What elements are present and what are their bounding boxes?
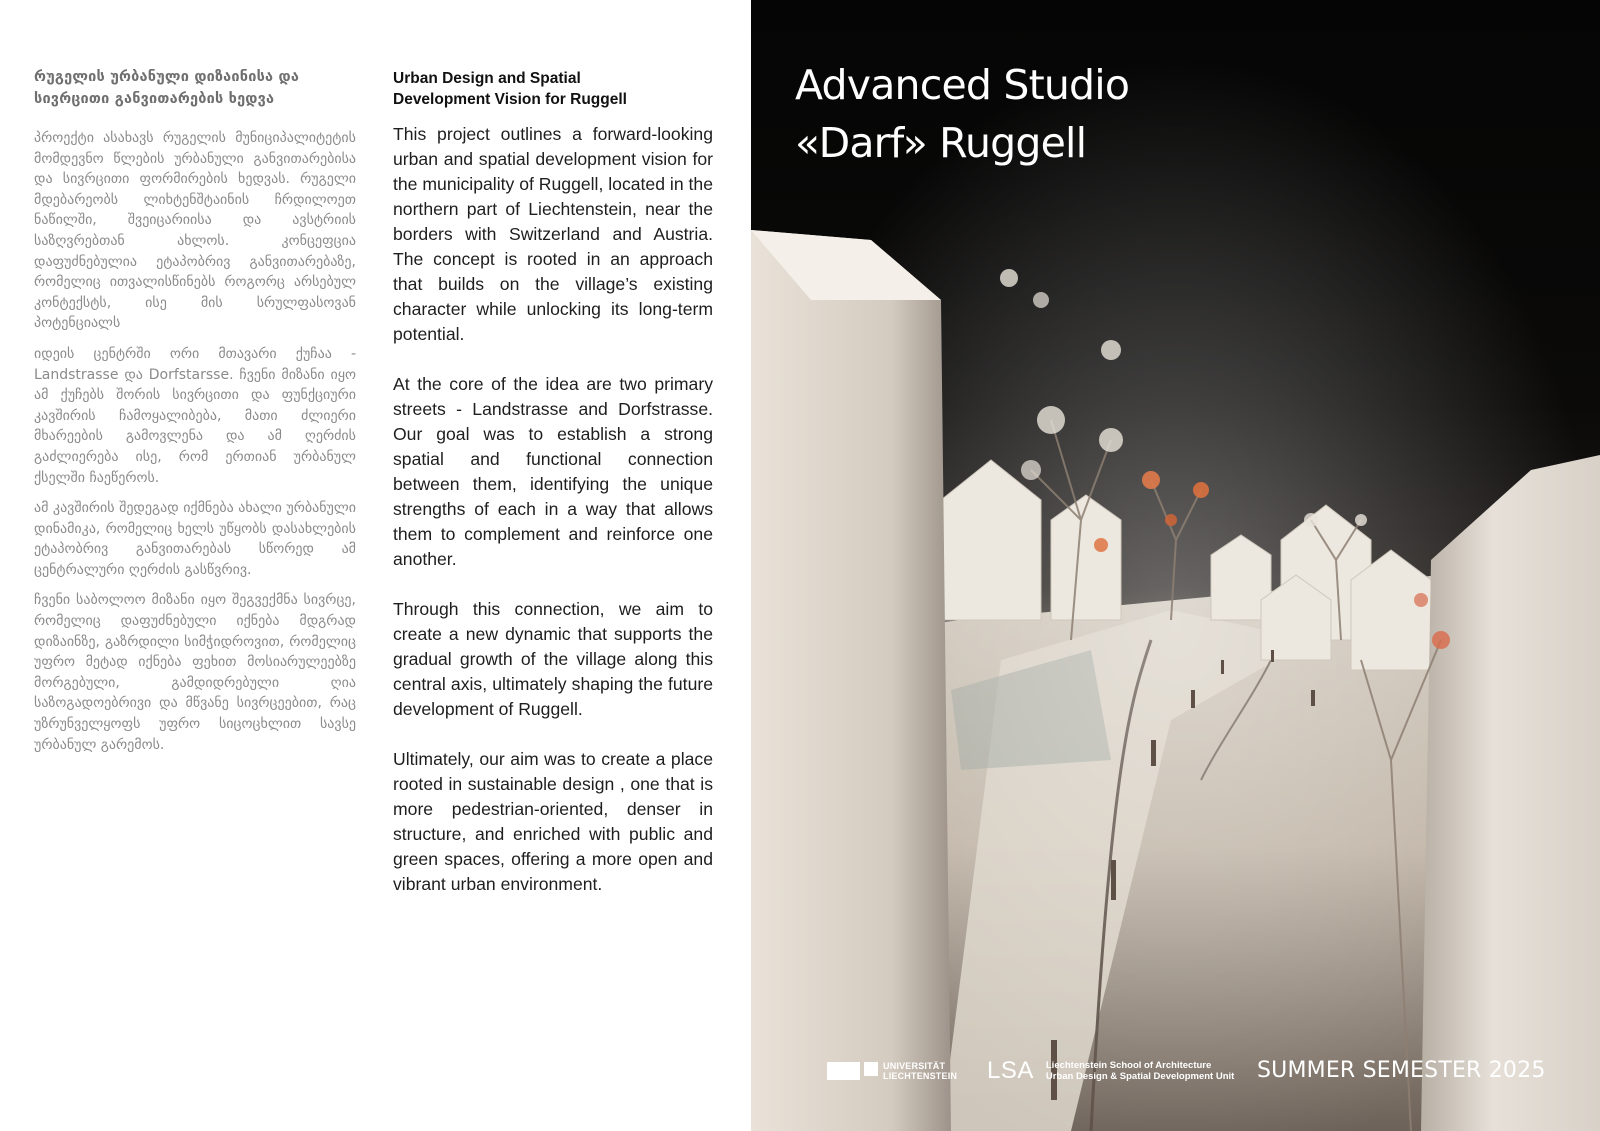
georgian-paragraph: პროექტი ასახავს რუგელის მუნიციპალიტეტის მომდევნო წლების ურბანული განვითარებისა და სივრცითი ფორმირების ხედვას. რუგელი მდებარეობს ლიხტენშტაინის ჩრდილოეთ ნაწილში, შვეიცარიისა და ავსტრიის საზღვრებთან ახლოს. კონცეფცია დაფუძნებულია ეტაპობრივ განვითარებაზე, რომელიც ითვალისწინებს როგორც არსებულ კონტექსტს, ისე მის სრულფასოვან პოტენციალს [34,130,356,332]
semester-label: SUMMER SEMESTER 2025 [1257,1058,1546,1083]
lsa-mark: LSA [987,1057,1034,1084]
english-heading-line: Urban Design and Spatial [393,70,581,87]
university-logo-mark [864,1062,878,1076]
university-name-line: LIECHTENSTEIN [883,1071,958,1081]
english-heading [393,68,713,110]
university-name-line: UNIVERSITÄT [883,1061,946,1071]
georgian-paragraph: ჩვენი საბოლოო მიზანი იყო შეგვექმნა სივრცე, რომელიც დაფუძნებული იქნება მდგრად დიზაინზე, გაზრდილი სიმჭიდროვით, რომელიც უფრო მეტად იქნება ფეხით მოსიარულეებზე მორგებული, გამდიდრებული ღია საზოგადოებრივი და მწვანე სივრცეებით, რაც უზრუნველყოფს უფრო სიცოცხლით სავსე ურბანულ გარემოს. [34,592,356,753]
georgian-heading: რუგელის ურბანული დიზაინისა და სივრცითი განვითარების ხედვა [34,69,300,107]
english-paragraph: Through this connection, we aim to create a new dynamic that supports the gradual growth of the village along this central axis, ultimately shaping the future development of Ruggell. [393,599,713,719]
english-text-column [393,68,713,922]
georgian-paragraph: ამ კავშირის შედეგად იქმნება ახალი ურბანული დინამიკა, რომელიც ხელს უწყობს დასახლების ეტაპობრივ განვითარებას სწორედ ამ ცენტრალური ღერძის გასწვრივ. [34,500,356,578]
lsa-logo [987,1056,1234,1086]
cover-title [795,56,1129,172]
georgian-paragraph: იდეის ცენტრში ორი მთავარი ქუჩაა - Landstrasse და Dorfstarsse. ჩვენი მიზანი იყო ამ ქუჩებს შორის სივრცითი და ფუნქციური კავშირის ჩამოყალიბება, მათი ძლიერი მხარეების გამოვლენა და ამ ღერძის გაძლიერება ისე, რომ ერთიან ურბანულ ქსელში ჩაეწეროს. [34,345,356,486]
lsa-text [1046,1060,1234,1082]
lsa-unit-line: Urban Design & Spatial Development Unit [1045,1071,1235,1082]
university-logo [827,1056,967,1086]
english-paragraph: Ultimately, our aim was to create a place rooted in sustainable design , one that is more pedestrian-oriented, denser in structure, and enriched with public and green spaces, offering a more open and vibrant urban environment. [393,749,713,894]
english-paragraph: This project outlines a forward-looking urban and spatial development vision for the municipality of Ruggell, located in the northern part of Liechtenstein, near the borders with Switzerland and Austria. The concept is rooted in an approach that builds on the village’s existing character while unlocking its long-term potential. [393,124,713,344]
university-logo-mark [827,1062,860,1080]
cover-title-line: Advanced Studio [795,61,1130,109]
university-logo-text [883,1061,957,1081]
georgian-text-column [34,66,356,765]
cover-title-line: «Darf» Ruggell [795,119,1087,167]
english-heading-line: Development Vision for Ruggell [393,91,627,108]
english-paragraph: At the core of the idea are two primary streets - Landstrasse and Dorfstrasse. Our goal was to establish a strong spatial and functional connection between them, identifying the unique strengths of each in a way that allows them to complement and reinforce one another. [393,374,713,569]
lsa-name-line: Liechtenstein School of Architecture [1045,1060,1212,1071]
